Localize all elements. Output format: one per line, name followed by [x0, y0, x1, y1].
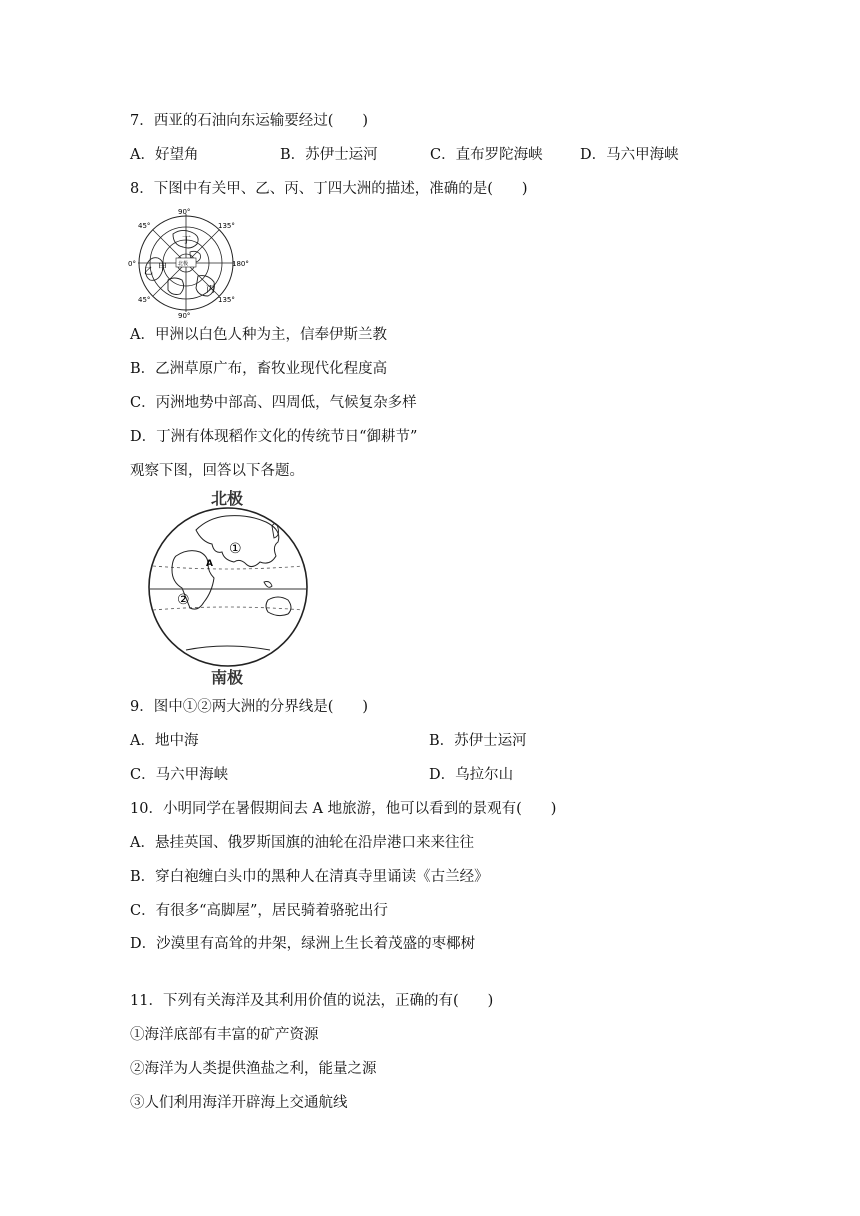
- label-45-left-top: 45°: [138, 222, 151, 230]
- q11-stem: 11．下列有关海洋及其利用价值的说法，正确的有( ): [130, 993, 494, 1009]
- q11-item-3: ③人们利用海洋开辟海上交通航线: [130, 1095, 348, 1111]
- q8-option-c: C．丙洲地势中部高、四周低，气候复杂多样: [130, 395, 417, 411]
- label-north-pole: 北极: [178, 261, 189, 267]
- q8-option-d: D．丁洲有体现稻作文化的传统节日“御耕节”: [130, 429, 418, 445]
- q11-item-2: ②海洋为人类提供渔盐之利，能量之源: [130, 1061, 377, 1077]
- label-bing: 丙: [206, 285, 216, 295]
- polar-map-svg: [128, 206, 250, 318]
- q9-option-c: C．马六甲海峡: [130, 767, 229, 783]
- label-jia: 甲: [158, 263, 168, 273]
- globe-figure: [146, 486, 316, 686]
- south-pole-label: 南极: [211, 668, 244, 686]
- label-180: 180°: [232, 260, 249, 268]
- q8-option-a: A．甲洲以白色人种为主，信奉伊斯兰教: [130, 327, 387, 343]
- q10-stem: 10．小明同学在暑假期间去 A 地旅游，他可以看到的景观有( ): [130, 801, 557, 817]
- q7-option-d: D．马六甲海峡: [580, 147, 679, 163]
- q8-stem: 8．下图中有关甲、乙、丙、丁四大洲的描述，准确的是( ): [130, 181, 528, 197]
- q9-option-d: D．乌拉尔山: [429, 767, 514, 783]
- label-90-top: 90°: [178, 208, 191, 216]
- north-pole-label: 北极: [211, 489, 244, 508]
- label-yi: 乙: [144, 267, 154, 277]
- label-45-left-bottom: 45°: [138, 296, 151, 304]
- q9-option-a: A．地中海: [130, 733, 199, 749]
- q10-option-b: B．穿白袍缠白头巾的黑种人在清真寺里诵读《古兰经》: [130, 869, 489, 885]
- marker-1: ①: [229, 541, 242, 557]
- q11-item-1: ①海洋底部有丰富的矿产资源: [130, 1027, 319, 1043]
- globe-svg: [146, 486, 316, 686]
- globe-outline: [149, 508, 307, 666]
- q10-option-c: C．有很多“高脚屋”，居民骑着骆驼出行: [130, 903, 388, 919]
- q7-option-b: B．苏伊士运河: [280, 147, 378, 163]
- q9-stem: 9．图中①②两大洲的分界线是( ): [130, 699, 369, 715]
- q9-option-b: B．苏伊士运河: [429, 733, 527, 749]
- label-ding: 丁: [182, 236, 192, 246]
- label-135-right-top: 135°: [218, 222, 235, 230]
- section-intro: 观察下图，回答以下各题。: [130, 463, 304, 479]
- label-0: 0°: [128, 260, 136, 268]
- q10-option-a: A．悬挂英国、俄罗斯国旗的油轮在沿岸港口来来往往: [130, 835, 474, 851]
- q7-stem: 7．西亚的石油向东运输要经过( ): [130, 113, 369, 129]
- q7-option-c: C．直布罗陀海峡: [430, 147, 543, 163]
- q10-option-d: D．沙漠里有高耸的井架，绿洲上生长着茂盛的枣椰树: [130, 936, 476, 952]
- label-90-bottom: 90°: [178, 312, 191, 318]
- marker-a: A: [206, 559, 213, 569]
- label-135-right-bottom: 135°: [218, 296, 235, 304]
- marker-2: ②: [177, 592, 190, 608]
- q8-option-b: B．乙洲草原广布，畜牧业现代化程度高: [130, 361, 388, 377]
- q7-option-a: A．好望角: [130, 147, 199, 163]
- polar-continents-figure: [128, 206, 250, 318]
